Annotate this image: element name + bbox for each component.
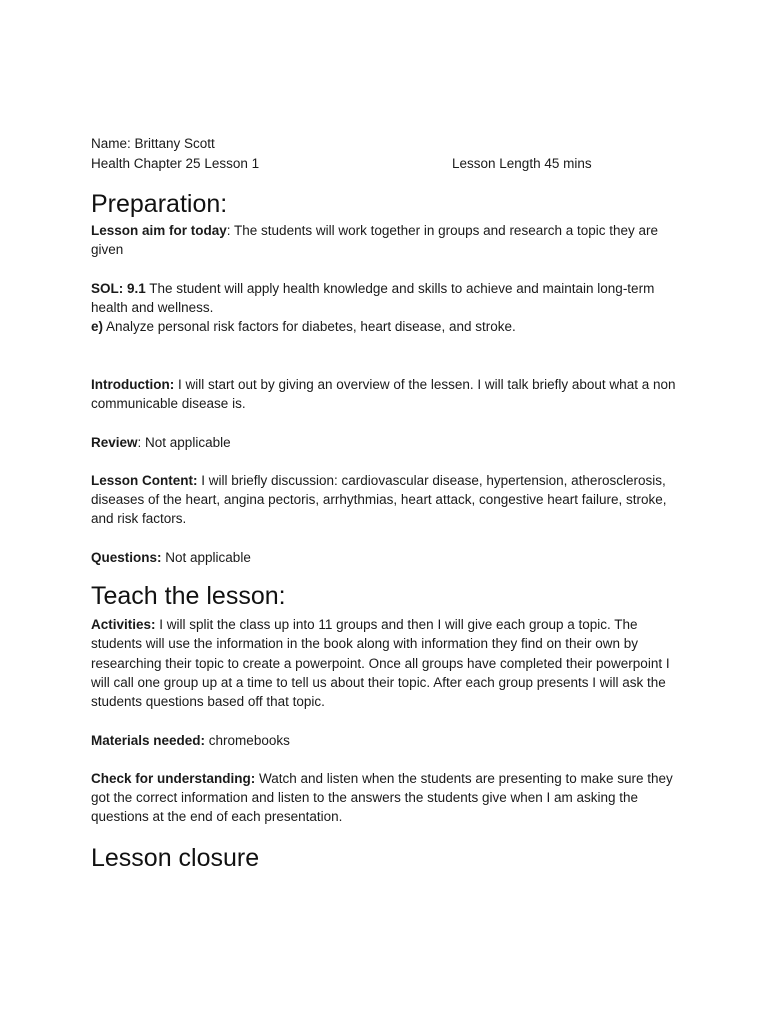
check-text: Watch and listen when the students are presenting to make sure they got the correct information and listen to the answers the students give when I am asking the questions at the end of each presentation. [91,770,673,825]
section-heading-preparation: Preparation: [91,190,228,218]
lesson-aim [91,221,691,260]
lesson-plan-document [91,134,691,873]
check-for-understanding [91,769,691,827]
lesson-content-label: Lesson Content: [91,472,198,488]
lesson-info-row [91,154,691,174]
lesson-length: Lesson Length 45 mins [452,155,592,171]
questions-label: Questions: [91,549,162,565]
review [91,433,691,452]
review-text: : Not applicable [137,434,231,450]
lesson-aim-text: : The students will work together in groups and research a topic they are given [91,223,659,258]
sol-subpoint-e [91,317,691,336]
activities [91,615,691,711]
activities-label: Activities: [91,617,156,633]
introduction-label: Introduction: [91,376,175,392]
lesson-content-text: I will briefly discussion: cardiovascular disease, hypertension, atherosclerosis, diseases of the heart, angina pectoris, arrhythmias, heart attack, congestive heart failure, stroke, and risk factors. [91,472,667,527]
questions-text: Not applicable [161,549,251,565]
materials [91,731,691,750]
sol-text: The student will apply health knowledge and skills to achieve and maintain long-term health and wellness. [91,280,655,315]
sol-standard [91,279,691,318]
review-label: Review [91,434,138,450]
sol-e-label: e) [91,319,104,335]
sol-e-text: Analyze personal risk factors for diabetes, heart disease, and stroke. [103,319,516,335]
lesson-content [91,471,691,529]
section-heading-teach: Teach the lesson: [91,582,286,611]
questions [91,548,691,567]
materials-label: Materials needed: [91,732,206,748]
check-label: Check for understanding: [91,770,256,786]
sol-label: SOL: 9.1 [91,280,146,296]
introduction [91,375,691,414]
introduction-text: I will start out by giving an overview of the lessen. I will talk briefly about what a non communicable disease is. [91,376,676,412]
materials-text: chromebooks [205,732,290,748]
section-heading-closure: Lesson closure [91,843,260,872]
activities-text: I will split the class up into 11 groups and then I will give each group a topic. The students will use the information in the book along with information they find on their own by researching their topic to create a powerpoint. Once all groups have completed their powerpoint I will call one group up at a time to tell us about their topic. After each group presents I will ask the students questions based off that topic. [91,617,670,710]
chapter-lesson: Health Chapter 25 Lesson 1 [91,155,260,171]
lesson-aim-label: Lesson aim for today [91,223,227,238]
author-name: Name: Brittany Scott [91,136,215,151]
